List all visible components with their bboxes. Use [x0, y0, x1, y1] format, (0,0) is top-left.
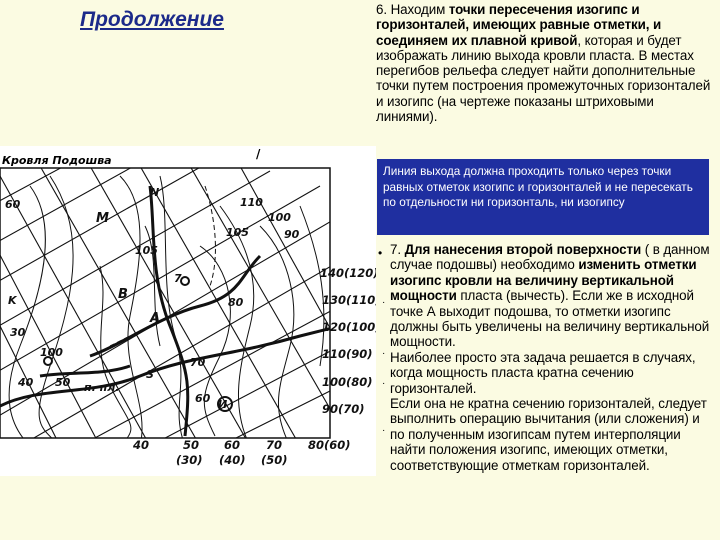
interior-label: 40: [18, 376, 34, 389]
top-label: 105: [135, 244, 158, 257]
interior-label: 50: [55, 376, 71, 389]
right-label: 100(80): [322, 375, 373, 389]
bottom-label: 40: [133, 438, 150, 452]
north-tick: /: [256, 147, 261, 161]
right-label: 140(120): [320, 266, 376, 280]
interior-label: п. пл.: [84, 381, 120, 394]
step-7-block-1: [390, 242, 712, 350]
interior-label: S: [146, 368, 154, 381]
bottom-label: 70: [266, 438, 283, 452]
step-7-number: 7.: [390, 242, 401, 257]
step-6-paragraph: [376, 2, 716, 124]
bottom-label: (50): [261, 453, 288, 467]
right-label: 90(70): [322, 402, 365, 416]
interior-label: 70: [190, 356, 206, 369]
step-7-text-2: пласта (вычесть). Если же в исходной точке А выходит подошва, то отметки изогипс должны быть увеличены на величину вертикальной мощности.: [390, 288, 710, 350]
top-label: 110: [240, 196, 263, 209]
right-label: 110(90): [322, 347, 373, 361]
bottom-label: (30): [176, 453, 203, 467]
bullet-marker: ·: [382, 348, 386, 359]
step-7-bold-2: изменить отметки изогипс кровли на величину вертикальной мощности: [390, 257, 697, 304]
map-legend: Кровля Подошва: [2, 154, 112, 167]
bullet-marker: ·: [382, 425, 386, 436]
step-7-paragraph: [390, 242, 712, 473]
bullet-marker: ·: [382, 297, 386, 308]
interior-label: 60: [195, 392, 211, 405]
top-label: M: [96, 211, 109, 226]
top-label: N: [150, 186, 160, 199]
right-label: 120(100): [322, 320, 376, 334]
right-label: 80(60): [308, 438, 351, 452]
interior-label: A: [150, 311, 161, 326]
geologic-map: [0, 146, 376, 476]
interior-label: 7: [174, 272, 182, 285]
note-box: Линия выхода должна проходить только через точки равных отметок изогипс и горизонталей и не пересекать по отдельности ни горизонталь, ни изогипсу: [377, 159, 709, 235]
bottom-label: 50: [183, 438, 200, 452]
step-6-bold-1: точки пересечения изогипс и горизонталей, имеющих равные отметки, и соединяем их плавной кривой: [376, 2, 662, 48]
step-7-bold-1: Для нанесения второй поверхности: [404, 242, 642, 257]
step-6-text-1: Находим: [390, 2, 446, 17]
top-label: 100: [268, 211, 291, 224]
step-6-number: 6.: [376, 2, 387, 17]
step-6-text-2: , которая и будет изображать линию выхода кровли пласта. В местах перегибов рельефа следует найти дополнительные точки путем построения промежуточных горизонталей и изогипс (на чертеже показаны штриховыми линиями).: [376, 32, 711, 125]
bullet-marker: •: [378, 246, 383, 260]
step-7-block-3: Если она не кратна сечению горизонталей, следует выполнить операцию вычитания (или сложения) и по полученным изогипсам путем интерполяции найти положения изогипс, имеющих отметки, соответствующие отметкам горизонталей.: [390, 396, 707, 473]
interior-label: И: [218, 398, 228, 411]
bottom-label: 60: [224, 438, 241, 452]
interior-label: 30: [10, 326, 26, 339]
interior-label: K: [8, 294, 17, 307]
top-label: 105: [226, 226, 249, 239]
top-label: 90: [284, 228, 300, 241]
step-7-block-2: Наиболее просто эта задача решается в случаях, когда мощность пласта кратна сечению горизонталей.: [390, 349, 696, 396]
interior-label: 100: [40, 346, 63, 359]
interior-label: B: [118, 287, 128, 302]
page-title: Продолжение: [80, 8, 224, 31]
interior-label: 60: [5, 198, 21, 211]
bullet-marker: ·: [382, 378, 386, 389]
interior-label: 80: [228, 296, 244, 309]
step-7-text-1: ( в данном случае подошвы) необходимо: [390, 242, 710, 273]
right-label: 130(110): [322, 293, 376, 307]
map-drawing: [0, 146, 376, 476]
bottom-label: (40): [219, 453, 246, 467]
